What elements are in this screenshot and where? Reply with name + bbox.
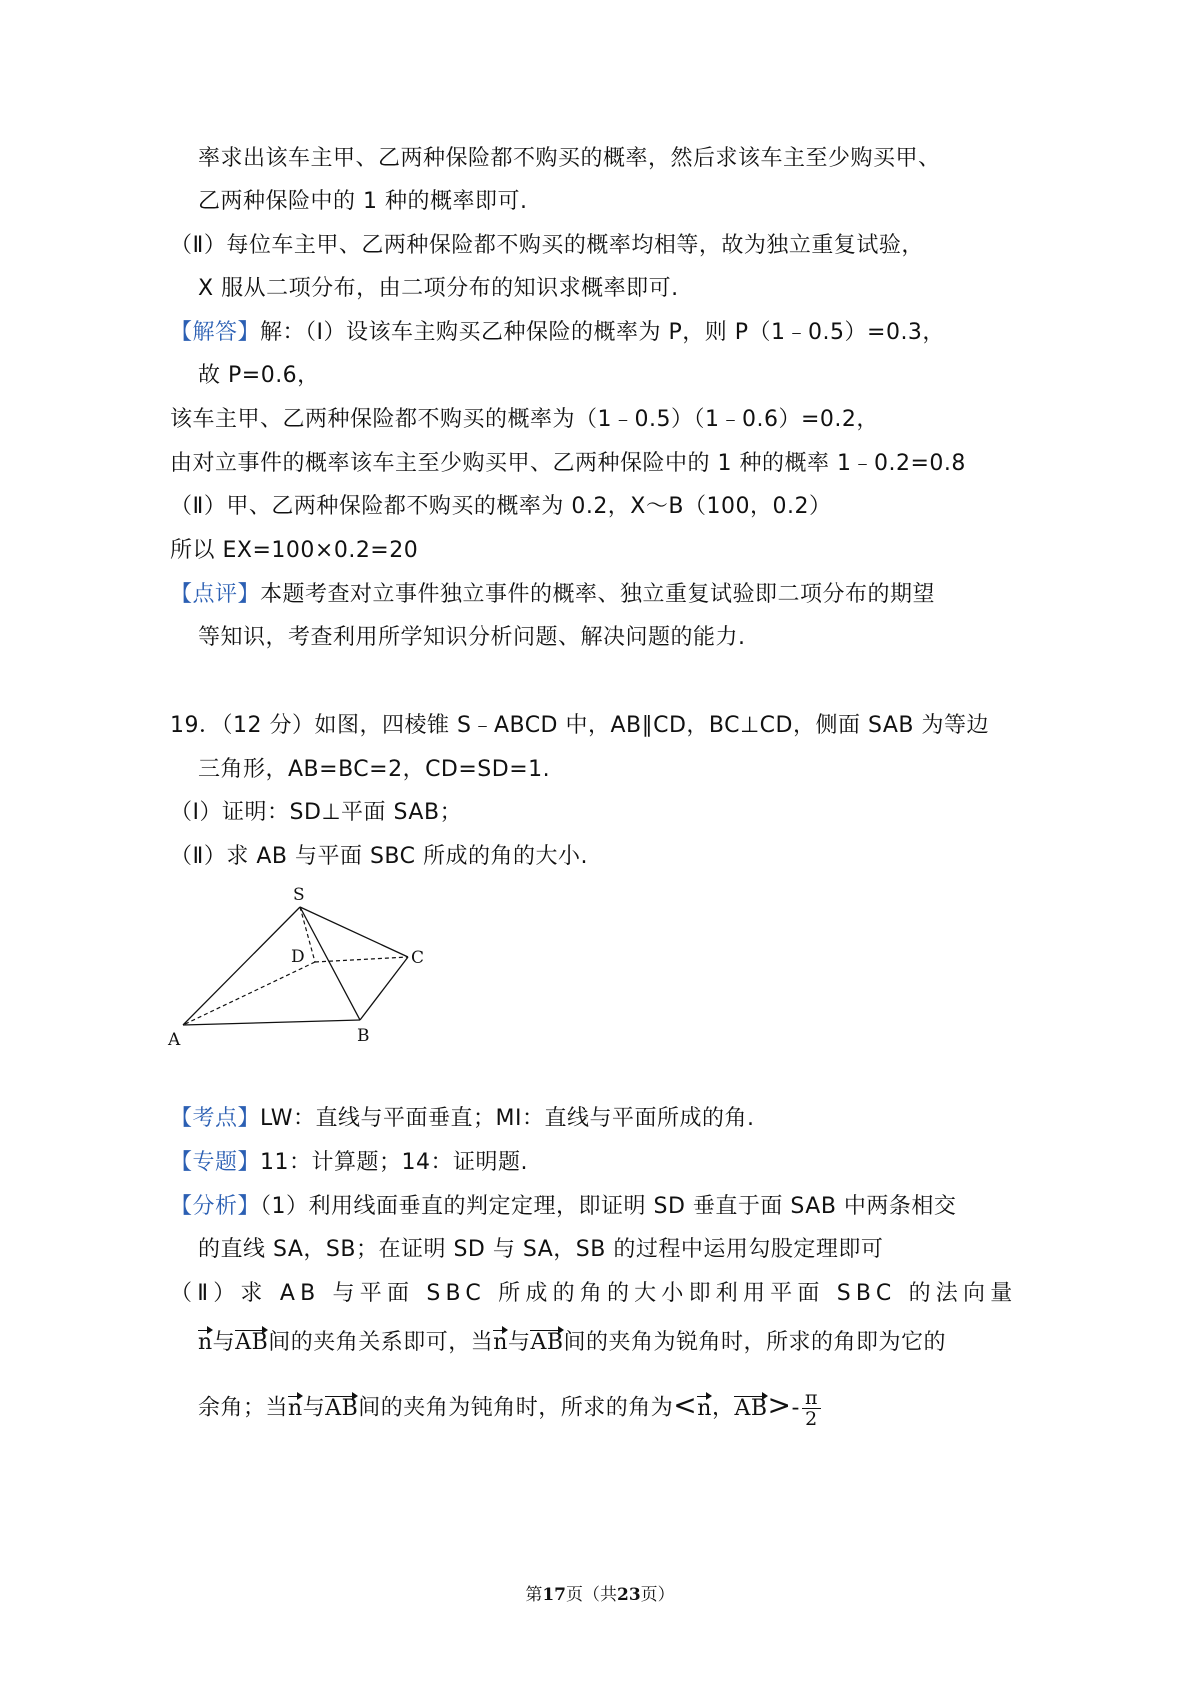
question-line: （Ⅰ）证明：SD⊥平面 SAB； <box>170 800 463 825</box>
text-line: 该车主甲、乙两种保险都不购买的概率为（1﹣0.5）（1﹣0.6）=0.2， <box>170 407 879 432</box>
text-line: X 服从二项分布，由二项分布的知识求概率即可. <box>198 276 679 301</box>
edge-ab <box>183 1020 360 1025</box>
vector-n: n <box>697 1394 712 1424</box>
page-footer <box>0 1580 1200 1605</box>
edge-sa <box>183 907 300 1025</box>
angle-bracket-left: < <box>673 1388 698 1422</box>
vertex-label-s: S <box>293 885 305 905</box>
math-comma: ， <box>711 1395 735 1421</box>
vertex-label-a: A <box>168 1030 181 1050</box>
comment-tag: 【点评】 <box>170 582 261 607</box>
text-line: （Ⅱ）甲、乙两种保险都不购买的概率为 0.2，X～B（100，0.2） <box>170 494 832 519</box>
text-line: 的直线 SA，SB；在证明 SD 与 SA，SB 的过程中运用勾股定理即可 <box>198 1237 884 1262</box>
comment-line <box>170 580 935 610</box>
vector-n: n <box>493 1328 508 1358</box>
angle-bracket-right: > <box>767 1388 792 1422</box>
text-line: 等知识，考查利用所学知识分析问题、解决问题的能力. <box>198 625 746 650</box>
edge-sb <box>300 907 360 1020</box>
math-text: 与 <box>302 1395 326 1421</box>
vertex-label-b: B <box>357 1026 370 1046</box>
vector-n: n <box>288 1394 303 1424</box>
vertex-label-d: D <box>291 947 305 967</box>
topic-tag: 【专题】 <box>170 1150 261 1175</box>
keypoint-tag: 【考点】 <box>170 1106 261 1131</box>
text-line: 故 P=0.6， <box>198 363 320 388</box>
math-text: 间的夹角 <box>563 1330 654 1355</box>
text-line: （Ⅱ）求 AB 与平面 SBC 所成的角的大小即利用平面 SBC 的法向量 <box>170 1281 1018 1306</box>
fraction-pi-over-2 <box>802 1388 821 1429</box>
math-text: 间的夹角 <box>358 1395 449 1421</box>
pyramid-figure <box>168 880 435 1050</box>
math-minus: - <box>791 1395 800 1421</box>
fraction-denominator: 2 <box>805 1408 818 1430</box>
keypoint-line <box>170 1104 754 1134</box>
question-line: 三角形，AB=BC=2，CD=SD=1. <box>198 757 551 782</box>
math-line <box>198 1388 821 1429</box>
math-line <box>198 1328 946 1358</box>
answer-line <box>170 318 945 348</box>
answer-text: 解：（Ⅰ）设该车主购买乙种保险的概率为 P，则 P（1﹣0.5）=0.3， <box>260 320 945 345</box>
topic-text: 11：计算题；14：证明题. <box>260 1150 528 1175</box>
math-text: 与 <box>507 1330 531 1355</box>
math-text: 为锐角时，所求的角即为它的 <box>653 1330 947 1355</box>
text-line: （Ⅱ）每位车主甲、乙两种保险都不购买的概率均相等，故为独立重复试验， <box>170 233 924 258</box>
vector-ab: AB <box>734 1394 767 1424</box>
text-line: 率求出该车主甲、乙两种保险都不购买的概率，然后求该车主至少购买甲、 <box>198 146 941 171</box>
vector-n: n <box>198 1328 213 1358</box>
vector-ab: AB <box>530 1328 563 1358</box>
vector-ab: AB <box>325 1394 358 1424</box>
analysis-line <box>170 1192 956 1222</box>
footer-text: 页（共 <box>566 1585 617 1605</box>
math-text: 余角；当 <box>198 1395 289 1421</box>
footer-text: 第 <box>525 1585 543 1605</box>
vector-ab: AB <box>235 1328 268 1358</box>
text-line: 所以 EX=100×0.2=20 <box>170 538 419 563</box>
comment-text: 本题考查对立事件独立事件的概率、独立重复试验即二项分布的期望 <box>260 582 936 607</box>
text-line: 乙两种保险中的 1 种的概率即可. <box>198 189 528 214</box>
footer-total-pages: 23 <box>617 1585 641 1605</box>
question-line: （Ⅱ）求 AB 与平面 SBC 所成的角的大小. <box>170 844 588 869</box>
math-text: 与 <box>212 1330 236 1355</box>
footer-page-number: 17 <box>542 1585 566 1605</box>
math-text: 间的夹角关系即可，当 <box>268 1330 494 1355</box>
analysis-text: （1）利用线面垂直的判定定理，即证明 SD 垂直于面 SAB 中两条相交 <box>260 1194 957 1219</box>
footer-text: 页） <box>640 1585 675 1605</box>
topic-line <box>170 1148 528 1178</box>
text-line: 由对立事件的概率该车主至少购买甲、乙两种保险中的 1 种的概率 1﹣0.2=0.8 <box>170 451 966 476</box>
answer-tag: 【解答】 <box>170 320 261 345</box>
analysis-tag: 【分析】 <box>170 1194 261 1219</box>
fraction-numerator: π <box>802 1388 821 1409</box>
keypoint-text: LW：直线与平面垂直；MI：直线与平面所成的角. <box>260 1106 755 1131</box>
question-line: 19．（12 分）如图，四棱锥 S﹣ABCD 中，AB∥CD，BC⊥CD，侧面 SAB 为等边 <box>170 713 989 738</box>
edge-bc <box>360 957 408 1020</box>
edge-ad <box>183 962 315 1025</box>
math-text: 为钝角时，所求的角为 <box>448 1395 674 1421</box>
vertex-label-c: C <box>411 948 425 968</box>
edge-sc <box>300 907 408 957</box>
